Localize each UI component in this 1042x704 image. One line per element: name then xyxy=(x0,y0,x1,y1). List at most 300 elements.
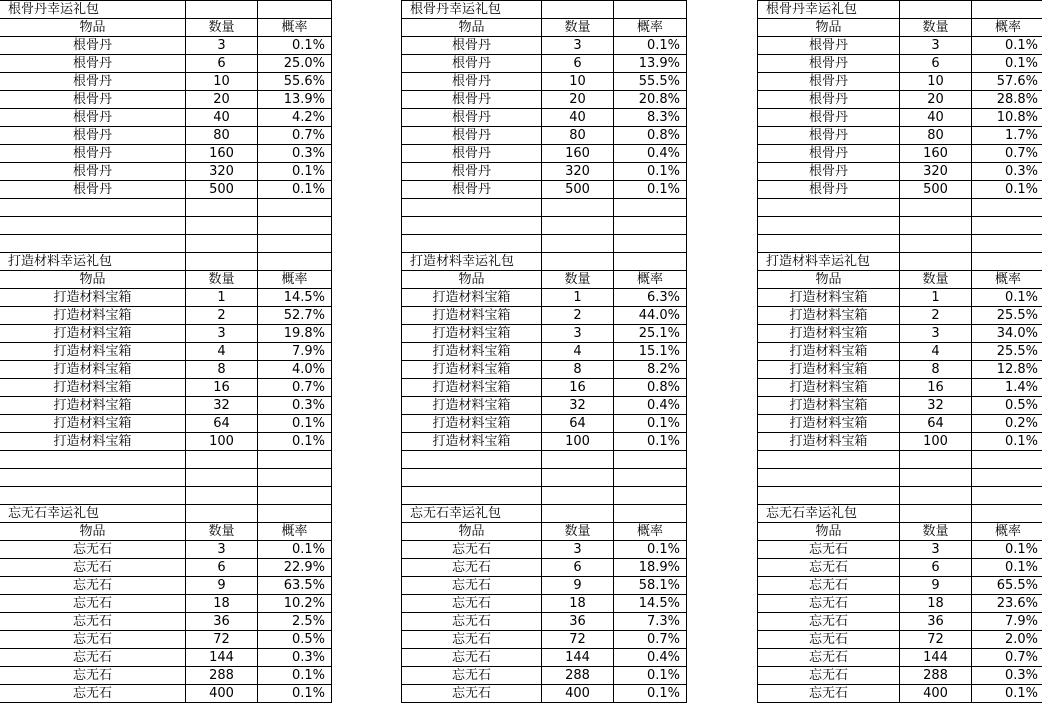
empty-cell[interactable] xyxy=(972,487,1042,505)
probability-cell[interactable]: 0.7% xyxy=(972,649,1042,667)
item-cell[interactable]: 打造材料宝箱 xyxy=(0,343,186,361)
quantity-cell[interactable]: 16 xyxy=(186,379,258,397)
probability-cell[interactable]: 4.2% xyxy=(258,109,332,127)
probability-cell[interactable]: 0.1% xyxy=(258,685,332,703)
empty-cell[interactable] xyxy=(0,217,186,235)
probability-cell[interactable]: 55.5% xyxy=(614,73,687,91)
quantity-cell[interactable]: 6 xyxy=(900,55,972,73)
item-cell[interactable]: 打造材料宝箱 xyxy=(758,325,900,343)
empty-cell[interactable] xyxy=(402,217,542,235)
quantity-cell[interactable]: 1 xyxy=(542,289,614,307)
empty-cell[interactable] xyxy=(972,235,1042,253)
probability-cell[interactable]: 7.9% xyxy=(258,343,332,361)
item-cell[interactable]: 根骨丹 xyxy=(0,73,186,91)
probability-cell[interactable]: 0.3% xyxy=(972,163,1042,181)
quantity-cell[interactable]: 18 xyxy=(900,595,972,613)
probability-cell[interactable]: 0.8% xyxy=(614,127,687,145)
quantity-cell[interactable]: 8 xyxy=(900,361,972,379)
item-cell[interactable]: 打造材料宝箱 xyxy=(758,289,900,307)
empty-cell[interactable] xyxy=(614,487,687,505)
quantity-cell[interactable]: 10 xyxy=(900,73,972,91)
item-cell[interactable]: 打造材料宝箱 xyxy=(0,379,186,397)
empty-cell[interactable] xyxy=(900,451,972,469)
empty-cell[interactable] xyxy=(758,199,900,217)
empty-cell[interactable] xyxy=(758,235,900,253)
empty-cell[interactable] xyxy=(258,487,332,505)
quantity-cell[interactable]: 400 xyxy=(542,685,614,703)
empty-cell[interactable] xyxy=(758,451,900,469)
quantity-cell[interactable]: 100 xyxy=(900,433,972,451)
item-cell[interactable]: 根骨丹 xyxy=(758,109,900,127)
quantity-cell[interactable]: 2 xyxy=(542,307,614,325)
probability-cell[interactable]: 0.4% xyxy=(614,145,687,163)
empty-cell[interactable] xyxy=(0,487,186,505)
empty-cell[interactable] xyxy=(614,235,687,253)
header-probability[interactable]: 概率 xyxy=(258,523,332,541)
empty-cell[interactable] xyxy=(186,487,258,505)
probability-cell[interactable]: 8.2% xyxy=(614,361,687,379)
empty-cell[interactable] xyxy=(900,199,972,217)
quantity-cell[interactable]: 3 xyxy=(186,541,258,559)
quantity-cell[interactable]: 10 xyxy=(542,73,614,91)
probability-cell[interactable]: 25.0% xyxy=(258,55,332,73)
probability-cell[interactable]: 2.0% xyxy=(972,631,1042,649)
quantity-cell[interactable]: 6 xyxy=(542,559,614,577)
probability-cell[interactable]: 0.1% xyxy=(614,37,687,55)
probability-cell[interactable]: 1.7% xyxy=(972,127,1042,145)
empty-cell[interactable] xyxy=(186,451,258,469)
quantity-cell[interactable]: 3 xyxy=(900,541,972,559)
header-probability[interactable]: 概率 xyxy=(258,19,332,37)
probability-cell[interactable]: 14.5% xyxy=(614,595,687,613)
quantity-cell[interactable]: 32 xyxy=(900,397,972,415)
item-cell[interactable]: 打造材料宝箱 xyxy=(758,307,900,325)
quantity-cell[interactable]: 20 xyxy=(542,91,614,109)
item-cell[interactable]: 根骨丹 xyxy=(402,127,542,145)
probability-cell[interactable]: 0.3% xyxy=(258,649,332,667)
probability-cell[interactable]: 13.9% xyxy=(258,91,332,109)
item-cell[interactable]: 根骨丹 xyxy=(0,91,186,109)
quantity-cell[interactable]: 10 xyxy=(186,73,258,91)
quantity-cell[interactable]: 288 xyxy=(900,667,972,685)
empty-cell[interactable] xyxy=(542,469,614,487)
item-cell[interactable]: 根骨丹 xyxy=(0,163,186,181)
empty-cell[interactable] xyxy=(186,217,258,235)
probability-cell[interactable]: 10.2% xyxy=(258,595,332,613)
section-title[interactable]: 忘无石幸运礼包 xyxy=(758,505,900,523)
empty-cell[interactable] xyxy=(0,199,186,217)
item-cell[interactable]: 忘无石 xyxy=(402,649,542,667)
item-cell[interactable]: 打造材料宝箱 xyxy=(402,289,542,307)
quantity-cell[interactable]: 3 xyxy=(542,541,614,559)
empty-cell[interactable] xyxy=(186,253,258,271)
item-cell[interactable]: 忘无石 xyxy=(758,685,900,703)
header-probability[interactable]: 概率 xyxy=(614,271,687,289)
header-item[interactable]: 物品 xyxy=(0,271,186,289)
probability-cell[interactable]: 0.1% xyxy=(258,163,332,181)
item-cell[interactable]: 根骨丹 xyxy=(0,55,186,73)
probability-cell[interactable]: 28.8% xyxy=(972,91,1042,109)
section-title[interactable]: 根骨丹幸运礼包 xyxy=(758,1,900,19)
item-cell[interactable]: 根骨丹 xyxy=(402,109,542,127)
probability-cell[interactable]: 2.5% xyxy=(258,613,332,631)
quantity-cell[interactable]: 64 xyxy=(542,415,614,433)
probability-cell[interactable]: 7.3% xyxy=(614,613,687,631)
probability-cell[interactable]: 25.1% xyxy=(614,325,687,343)
empty-cell[interactable] xyxy=(900,1,972,19)
probability-cell[interactable]: 34.0% xyxy=(972,325,1042,343)
probability-cell[interactable]: 0.1% xyxy=(614,667,687,685)
item-cell[interactable]: 根骨丹 xyxy=(758,37,900,55)
quantity-cell[interactable]: 6 xyxy=(900,559,972,577)
empty-cell[interactable] xyxy=(258,235,332,253)
probability-cell[interactable]: 0.1% xyxy=(258,181,332,199)
quantity-cell[interactable]: 36 xyxy=(900,613,972,631)
probability-cell[interactable]: 44.0% xyxy=(614,307,687,325)
item-cell[interactable]: 打造材料宝箱 xyxy=(402,379,542,397)
empty-cell[interactable] xyxy=(542,451,614,469)
empty-cell[interactable] xyxy=(758,469,900,487)
empty-cell[interactable] xyxy=(972,1,1042,19)
probability-cell[interactable]: 0.1% xyxy=(972,37,1042,55)
header-item[interactable]: 物品 xyxy=(758,19,900,37)
header-probability[interactable]: 概率 xyxy=(972,523,1042,541)
item-cell[interactable]: 打造材料宝箱 xyxy=(758,415,900,433)
item-cell[interactable]: 忘无石 xyxy=(0,541,186,559)
item-cell[interactable]: 打造材料宝箱 xyxy=(0,361,186,379)
probability-cell[interactable]: 19.8% xyxy=(258,325,332,343)
item-cell[interactable]: 根骨丹 xyxy=(402,55,542,73)
header-probability[interactable]: 概率 xyxy=(972,19,1042,37)
empty-cell[interactable] xyxy=(542,217,614,235)
item-cell[interactable]: 忘无石 xyxy=(758,649,900,667)
quantity-cell[interactable]: 18 xyxy=(542,595,614,613)
item-cell[interactable]: 根骨丹 xyxy=(758,127,900,145)
quantity-cell[interactable]: 320 xyxy=(900,163,972,181)
item-cell[interactable]: 根骨丹 xyxy=(758,181,900,199)
header-item[interactable]: 物品 xyxy=(758,523,900,541)
item-cell[interactable]: 忘无石 xyxy=(758,541,900,559)
probability-cell[interactable]: 0.3% xyxy=(258,397,332,415)
empty-cell[interactable] xyxy=(542,505,614,523)
quantity-cell[interactable]: 288 xyxy=(186,667,258,685)
quantity-cell[interactable]: 72 xyxy=(542,631,614,649)
item-cell[interactable]: 忘无石 xyxy=(0,559,186,577)
quantity-cell[interactable]: 4 xyxy=(542,343,614,361)
item-cell[interactable]: 打造材料宝箱 xyxy=(0,415,186,433)
quantity-cell[interactable]: 3 xyxy=(900,325,972,343)
quantity-cell[interactable]: 3 xyxy=(542,37,614,55)
probability-cell[interactable]: 13.9% xyxy=(614,55,687,73)
probability-cell[interactable]: 0.2% xyxy=(972,415,1042,433)
probability-cell[interactable]: 0.1% xyxy=(614,163,687,181)
item-cell[interactable]: 打造材料宝箱 xyxy=(758,361,900,379)
empty-cell[interactable] xyxy=(258,1,332,19)
section-title[interactable]: 根骨丹幸运礼包 xyxy=(402,1,542,19)
item-cell[interactable]: 忘无石 xyxy=(402,559,542,577)
item-cell[interactable]: 根骨丹 xyxy=(758,163,900,181)
probability-cell[interactable]: 0.1% xyxy=(258,667,332,685)
header-item[interactable]: 物品 xyxy=(0,19,186,37)
probability-cell[interactable]: 0.1% xyxy=(614,685,687,703)
empty-cell[interactable] xyxy=(972,217,1042,235)
probability-cell[interactable]: 8.3% xyxy=(614,109,687,127)
empty-cell[interactable] xyxy=(186,1,258,19)
header-quantity[interactable]: 数量 xyxy=(542,523,614,541)
quantity-cell[interactable]: 80 xyxy=(900,127,972,145)
quantity-cell[interactable]: 20 xyxy=(900,91,972,109)
empty-cell[interactable] xyxy=(186,199,258,217)
probability-cell[interactable]: 52.7% xyxy=(258,307,332,325)
empty-cell[interactable] xyxy=(972,469,1042,487)
quantity-cell[interactable]: 2 xyxy=(186,307,258,325)
empty-cell[interactable] xyxy=(972,199,1042,217)
empty-cell[interactable] xyxy=(258,451,332,469)
quantity-cell[interactable]: 160 xyxy=(186,145,258,163)
quantity-cell[interactable]: 9 xyxy=(542,577,614,595)
empty-cell[interactable] xyxy=(614,505,687,523)
item-cell[interactable]: 忘无石 xyxy=(758,667,900,685)
item-cell[interactable]: 打造材料宝箱 xyxy=(0,307,186,325)
header-quantity[interactable]: 数量 xyxy=(186,523,258,541)
quantity-cell[interactable]: 9 xyxy=(186,577,258,595)
quantity-cell[interactable]: 320 xyxy=(542,163,614,181)
item-cell[interactable]: 根骨丹 xyxy=(758,73,900,91)
probability-cell[interactable]: 0.3% xyxy=(258,145,332,163)
quantity-cell[interactable]: 72 xyxy=(900,631,972,649)
empty-cell[interactable] xyxy=(758,217,900,235)
quantity-cell[interactable]: 18 xyxy=(186,595,258,613)
empty-cell[interactable] xyxy=(258,199,332,217)
item-cell[interactable]: 忘无石 xyxy=(402,685,542,703)
probability-cell[interactable]: 0.1% xyxy=(972,685,1042,703)
probability-cell[interactable]: 57.6% xyxy=(972,73,1042,91)
item-cell[interactable]: 根骨丹 xyxy=(0,37,186,55)
probability-cell[interactable]: 1.4% xyxy=(972,379,1042,397)
empty-cell[interactable] xyxy=(0,469,186,487)
probability-cell[interactable]: 25.5% xyxy=(972,307,1042,325)
quantity-cell[interactable]: 4 xyxy=(186,343,258,361)
quantity-cell[interactable]: 160 xyxy=(900,145,972,163)
header-probability[interactable]: 概率 xyxy=(972,271,1042,289)
section-title[interactable]: 打造材料幸运礼包 xyxy=(0,253,186,271)
item-cell[interactable]: 忘无石 xyxy=(0,595,186,613)
item-cell[interactable]: 忘无石 xyxy=(0,631,186,649)
probability-cell[interactable]: 0.1% xyxy=(614,181,687,199)
empty-cell[interactable] xyxy=(614,253,687,271)
empty-cell[interactable] xyxy=(758,487,900,505)
empty-cell[interactable] xyxy=(614,217,687,235)
header-probability[interactable]: 概率 xyxy=(614,523,687,541)
section-title[interactable]: 忘无石幸运礼包 xyxy=(402,505,542,523)
item-cell[interactable]: 打造材料宝箱 xyxy=(758,397,900,415)
empty-cell[interactable] xyxy=(402,235,542,253)
quantity-cell[interactable]: 2 xyxy=(900,307,972,325)
probability-cell[interactable]: 10.8% xyxy=(972,109,1042,127)
probability-cell[interactable]: 4.0% xyxy=(258,361,332,379)
quantity-cell[interactable]: 32 xyxy=(186,397,258,415)
item-cell[interactable]: 忘无石 xyxy=(402,667,542,685)
quantity-cell[interactable]: 72 xyxy=(186,631,258,649)
empty-cell[interactable] xyxy=(542,1,614,19)
empty-cell[interactable] xyxy=(542,487,614,505)
item-cell[interactable]: 根骨丹 xyxy=(402,145,542,163)
empty-cell[interactable] xyxy=(258,505,332,523)
probability-cell[interactable]: 0.1% xyxy=(258,541,332,559)
empty-cell[interactable] xyxy=(402,451,542,469)
empty-cell[interactable] xyxy=(900,505,972,523)
quantity-cell[interactable]: 3 xyxy=(542,325,614,343)
quantity-cell[interactable]: 40 xyxy=(900,109,972,127)
probability-cell[interactable]: 65.5% xyxy=(972,577,1042,595)
probability-cell[interactable]: 0.1% xyxy=(614,541,687,559)
item-cell[interactable]: 根骨丹 xyxy=(0,145,186,163)
probability-cell[interactable]: 0.7% xyxy=(614,631,687,649)
probability-cell[interactable]: 23.6% xyxy=(972,595,1042,613)
item-cell[interactable]: 打造材料宝箱 xyxy=(402,343,542,361)
item-cell[interactable]: 打造材料宝箱 xyxy=(402,397,542,415)
quantity-cell[interactable]: 1 xyxy=(186,289,258,307)
section-title[interactable]: 打造材料幸运礼包 xyxy=(402,253,542,271)
header-quantity[interactable]: 数量 xyxy=(900,19,972,37)
probability-cell[interactable]: 0.1% xyxy=(614,433,687,451)
empty-cell[interactable] xyxy=(900,253,972,271)
item-cell[interactable]: 打造材料宝箱 xyxy=(402,361,542,379)
quantity-cell[interactable]: 36 xyxy=(186,613,258,631)
empty-cell[interactable] xyxy=(614,451,687,469)
probability-cell[interactable]: 25.5% xyxy=(972,343,1042,361)
empty-cell[interactable] xyxy=(402,487,542,505)
quantity-cell[interactable]: 80 xyxy=(186,127,258,145)
quantity-cell[interactable]: 6 xyxy=(186,55,258,73)
probability-cell[interactable]: 7.9% xyxy=(972,613,1042,631)
item-cell[interactable]: 打造材料宝箱 xyxy=(0,397,186,415)
item-cell[interactable]: 根骨丹 xyxy=(402,73,542,91)
quantity-cell[interactable]: 3 xyxy=(186,37,258,55)
probability-cell[interactable]: 20.8% xyxy=(614,91,687,109)
section-title[interactable]: 打造材料幸运礼包 xyxy=(758,253,900,271)
quantity-cell[interactable]: 160 xyxy=(542,145,614,163)
quantity-cell[interactable]: 32 xyxy=(542,397,614,415)
header-quantity[interactable]: 数量 xyxy=(542,271,614,289)
item-cell[interactable]: 忘无石 xyxy=(402,541,542,559)
empty-cell[interactable] xyxy=(900,235,972,253)
quantity-cell[interactable]: 500 xyxy=(542,181,614,199)
quantity-cell[interactable]: 144 xyxy=(900,649,972,667)
probability-cell[interactable]: 58.1% xyxy=(614,577,687,595)
header-quantity[interactable]: 数量 xyxy=(186,19,258,37)
probability-cell[interactable]: 0.5% xyxy=(258,631,332,649)
item-cell[interactable]: 根骨丹 xyxy=(758,55,900,73)
header-quantity[interactable]: 数量 xyxy=(186,271,258,289)
empty-cell[interactable] xyxy=(258,217,332,235)
item-cell[interactable]: 忘无石 xyxy=(0,613,186,631)
probability-cell[interactable]: 0.7% xyxy=(258,379,332,397)
item-cell[interactable]: 打造材料宝箱 xyxy=(0,433,186,451)
quantity-cell[interactable]: 20 xyxy=(186,91,258,109)
quantity-cell[interactable]: 144 xyxy=(186,649,258,667)
item-cell[interactable]: 根骨丹 xyxy=(0,127,186,145)
probability-cell[interactable]: 12.8% xyxy=(972,361,1042,379)
item-cell[interactable]: 打造材料宝箱 xyxy=(0,289,186,307)
empty-cell[interactable] xyxy=(402,469,542,487)
empty-cell[interactable] xyxy=(186,505,258,523)
empty-cell[interactable] xyxy=(186,469,258,487)
item-cell[interactable]: 根骨丹 xyxy=(758,145,900,163)
item-cell[interactable]: 忘无石 xyxy=(402,577,542,595)
probability-cell[interactable]: 0.1% xyxy=(972,433,1042,451)
empty-cell[interactable] xyxy=(186,235,258,253)
item-cell[interactable]: 忘无石 xyxy=(402,595,542,613)
item-cell[interactable]: 根骨丹 xyxy=(0,181,186,199)
item-cell[interactable]: 打造材料宝箱 xyxy=(758,343,900,361)
item-cell[interactable]: 忘无石 xyxy=(758,631,900,649)
item-cell[interactable]: 忘无石 xyxy=(758,559,900,577)
probability-cell[interactable]: 0.1% xyxy=(972,181,1042,199)
item-cell[interactable]: 忘无石 xyxy=(402,631,542,649)
probability-cell[interactable]: 0.4% xyxy=(614,397,687,415)
item-cell[interactable]: 打造材料宝箱 xyxy=(402,325,542,343)
probability-cell[interactable]: 0.7% xyxy=(258,127,332,145)
section-title[interactable]: 根骨丹幸运礼包 xyxy=(0,1,186,19)
empty-cell[interactable] xyxy=(258,253,332,271)
quantity-cell[interactable]: 100 xyxy=(186,433,258,451)
quantity-cell[interactable]: 400 xyxy=(186,685,258,703)
probability-cell[interactable]: 0.1% xyxy=(258,415,332,433)
quantity-cell[interactable]: 500 xyxy=(186,181,258,199)
empty-cell[interactable] xyxy=(542,253,614,271)
empty-cell[interactable] xyxy=(972,451,1042,469)
quantity-cell[interactable]: 500 xyxy=(900,181,972,199)
header-item[interactable]: 物品 xyxy=(402,523,542,541)
header-item[interactable]: 物品 xyxy=(402,271,542,289)
item-cell[interactable]: 忘无石 xyxy=(0,577,186,595)
quantity-cell[interactable]: 16 xyxy=(900,379,972,397)
item-cell[interactable]: 忘无石 xyxy=(0,667,186,685)
empty-cell[interactable] xyxy=(900,469,972,487)
probability-cell[interactable]: 0.1% xyxy=(972,541,1042,559)
item-cell[interactable]: 忘无石 xyxy=(758,577,900,595)
probability-cell[interactable]: 0.7% xyxy=(972,145,1042,163)
item-cell[interactable]: 打造材料宝箱 xyxy=(402,307,542,325)
header-probability[interactable]: 概率 xyxy=(614,19,687,37)
probability-cell[interactable]: 15.1% xyxy=(614,343,687,361)
empty-cell[interactable] xyxy=(0,235,186,253)
item-cell[interactable]: 忘无石 xyxy=(0,685,186,703)
header-quantity[interactable]: 数量 xyxy=(900,523,972,541)
probability-cell[interactable]: 0.1% xyxy=(258,433,332,451)
probability-cell[interactable]: 18.9% xyxy=(614,559,687,577)
item-cell[interactable]: 打造材料宝箱 xyxy=(758,379,900,397)
empty-cell[interactable] xyxy=(614,199,687,217)
empty-cell[interactable] xyxy=(542,235,614,253)
quantity-cell[interactable]: 6 xyxy=(542,55,614,73)
empty-cell[interactable] xyxy=(614,1,687,19)
quantity-cell[interactable]: 64 xyxy=(186,415,258,433)
item-cell[interactable]: 根骨丹 xyxy=(758,91,900,109)
quantity-cell[interactable]: 400 xyxy=(900,685,972,703)
probability-cell[interactable]: 0.4% xyxy=(614,649,687,667)
item-cell[interactable]: 根骨丹 xyxy=(402,163,542,181)
empty-cell[interactable] xyxy=(258,469,332,487)
item-cell[interactable]: 根骨丹 xyxy=(402,181,542,199)
empty-cell[interactable] xyxy=(614,469,687,487)
probability-cell[interactable]: 55.6% xyxy=(258,73,332,91)
item-cell[interactable]: 忘无石 xyxy=(402,613,542,631)
item-cell[interactable]: 打造材料宝箱 xyxy=(402,415,542,433)
probability-cell[interactable]: 0.3% xyxy=(972,667,1042,685)
empty-cell[interactable] xyxy=(542,199,614,217)
